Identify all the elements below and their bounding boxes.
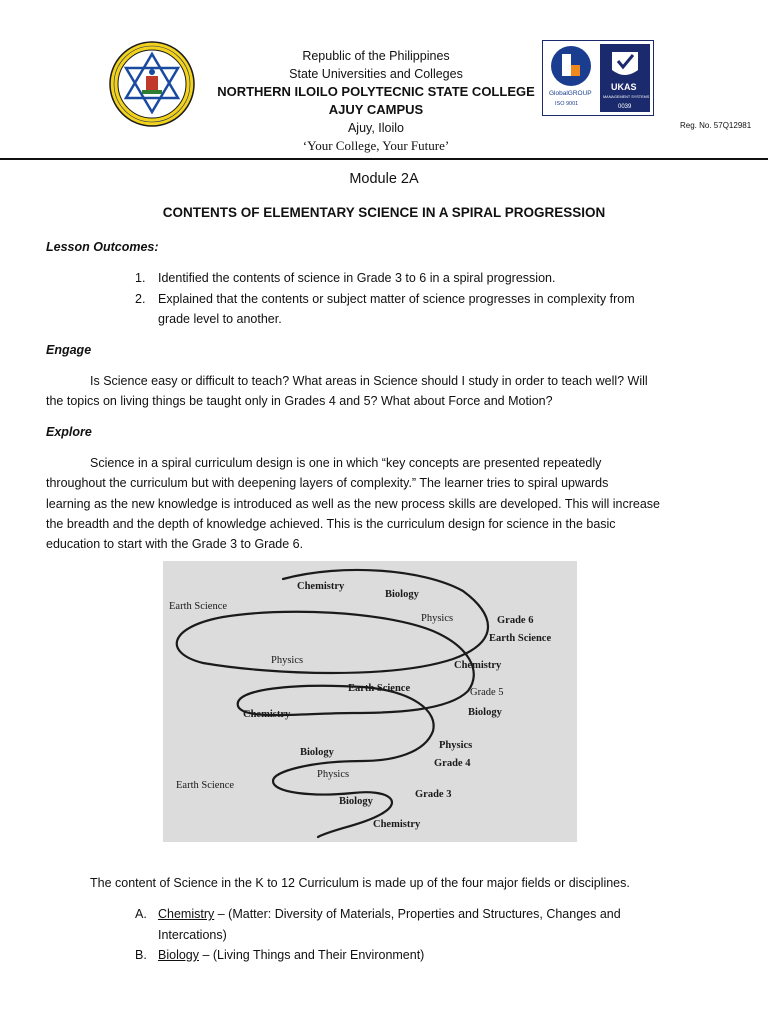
svg-text:0039: 0039 [618,104,632,110]
module-word: Module [349,171,397,187]
list-item-continuation [135,925,695,946]
item-text: grade level to another. [158,312,282,326]
item-text: Explained that the contents or subject matter of science progresses in complexity from [158,291,635,306]
list-item [135,945,695,966]
campus-location: Ajuy, Iloilo [347,121,405,135]
spiral-label: Earth Science [348,683,411,694]
module-number: 2A [400,171,419,187]
explore-paragraph [46,453,726,554]
engage-heading: Engage [46,343,92,357]
letterhead [0,0,768,160]
paragraph-line: learning as the new knowledge is introduced as well as the new process skills are developed. This will increase [46,496,660,511]
spiral-label: Physics [439,740,473,751]
spiral-label: Grade 3 [415,789,452,800]
discipline-description: – (Living Things and Their Environment) [199,948,425,962]
spiral-label: Grade 4 [434,758,471,769]
registration-number: Reg. No. 57Q12981 [680,121,752,130]
spiral-label: Grade 6 [497,615,534,626]
republic-line: Republic of the Philippines [302,49,450,63]
spiral-label: Chemistry [243,709,291,720]
suc-line: State Universities and Colleges [289,67,463,81]
spiral-label: Physics [317,769,350,780]
campus-name: AJUY CAMPUS [328,102,424,117]
list-item [135,268,725,289]
paragraph-line: education to start with the Grade 3 to Grade 6. [46,537,304,552]
list-item-continuation [135,309,725,330]
college-motto: ‘Your College, Your Future’ [302,138,450,153]
discipline-name: Biology [158,948,199,962]
item-number: 2. [135,291,146,306]
item-number: 1. [135,271,146,285]
outcomes-list [135,268,725,330]
explore-heading: Explore [46,425,92,439]
paragraph-line: Science in a spiral curriculum design is one in which “key concepts are presented repeatedly [90,456,602,470]
header-divider [0,158,768,160]
paragraph-line: the topics on living things be taught only in Grades 4 and 5? What about Force and Motion? [46,394,553,409]
spiral-label: Biology [385,589,419,600]
spiral-label: Earth Science [176,780,235,791]
spiral-label: Physics [421,613,454,624]
svg-text:UKAS: UKAS [611,82,637,92]
paragraph-line: throughout the curriculum but with deepening layers of complexity.” The learner tries to spiral upwards [46,476,609,491]
content-intro: The content of Science in the K to 12 Curriculum is made up of the four major fields or disciplines. [90,876,630,890]
spiral-label: Earth Science [489,633,552,644]
spiral-label: Chemistry [373,819,421,830]
discipline-description: – (Matter: Diversity of Materials, Properties and Structures, Changes and [214,907,621,921]
spiral-label: Chemistry [454,660,502,671]
spiral-label: Biology [468,707,502,718]
discipline-description: Intercations) [158,927,227,942]
disciplines-list [135,904,695,966]
college-name: NORTHERN ILOILO POLYTECNIC STATE COLLEGE [217,84,535,99]
outcomes-heading: Lesson Outcomes: [46,240,159,254]
list-item [135,289,725,310]
item-letter: A. [135,907,147,921]
spiral-label: Earth Science [169,601,228,612]
svg-text:MANAGEMENT SYSTEMS: MANAGEMENT SYSTEMS [603,95,650,99]
list-item [135,904,695,925]
iso-certification-logo [542,40,654,116]
discipline-name: Chemistry [158,907,215,921]
module-label [0,171,768,187]
college-seal-logo [108,40,196,128]
page-title: CONTENTS OF ELEMENTARY SCIENCE IN A SPIRAL PROGRESSION [162,205,606,220]
svg-text:GlobalGROUP: GlobalGROUP [549,90,592,97]
item-letter: B. [135,948,147,962]
paragraph-line: Is Science easy or difficult to teach? What areas in Science should I study in order to teach well? Will [90,374,648,388]
institution-block [196,47,556,155]
spiral-label: Biology [339,796,373,807]
spiral-label: Physics [271,655,304,666]
svg-text:ISO 9001: ISO 9001 [555,101,579,107]
spiral-label: Grade 5 [470,687,504,698]
item-text: Identified the contents of science in Grade 3 to 6 in a spiral progression. [158,271,556,285]
spiral-label: Biology [300,747,334,758]
spiral-label: Chemistry [297,581,345,592]
paragraph-line: the breadth and the depth of knowledge achieved. This is the curriculum design for science in the basic [46,516,616,531]
spiral-curriculum-figure [163,561,577,842]
engage-paragraph [46,371,726,412]
